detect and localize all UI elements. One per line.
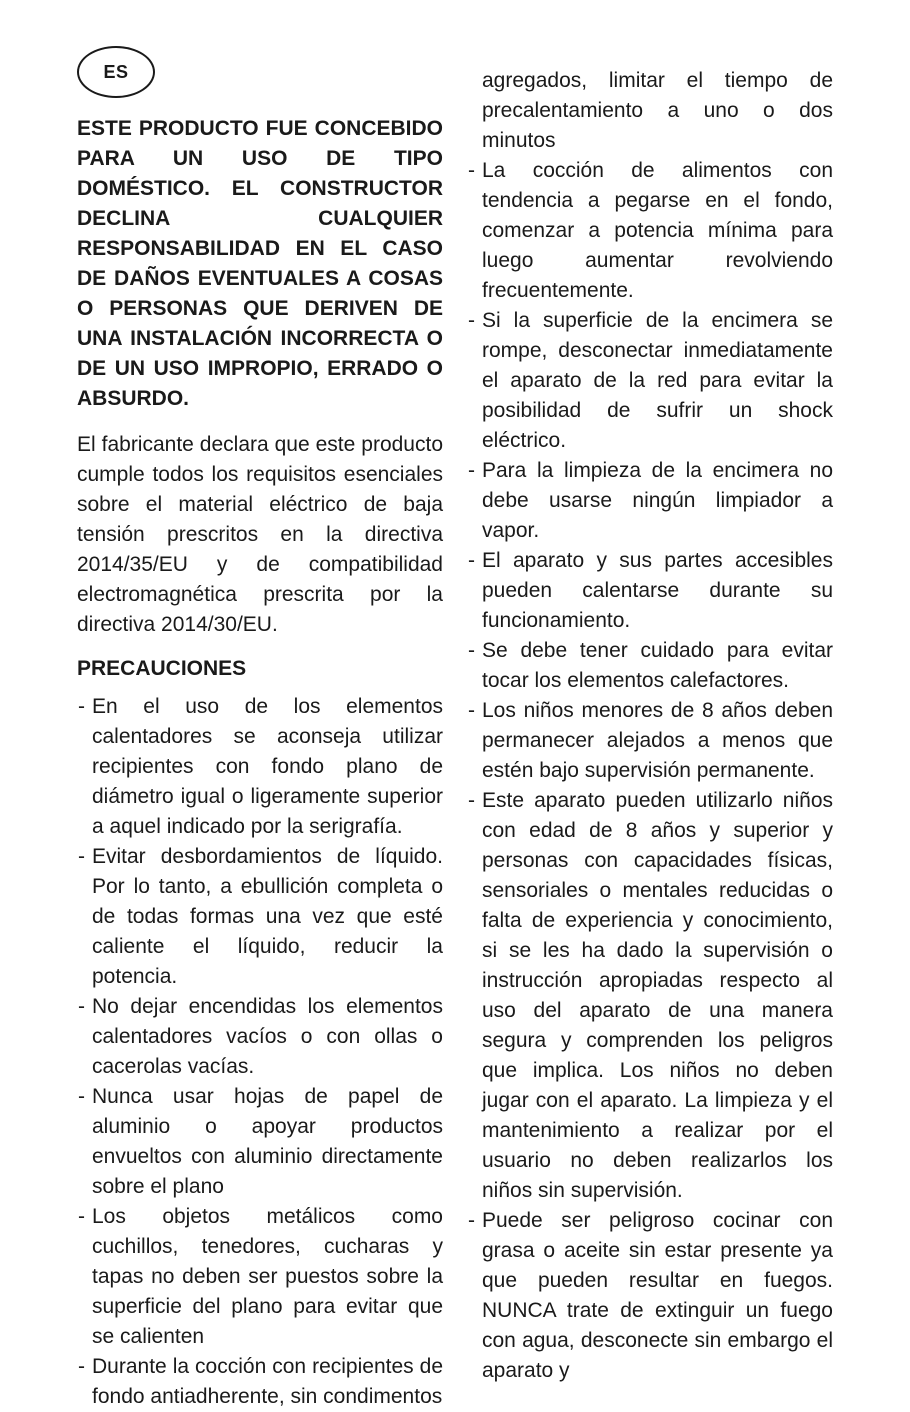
precaution-item: - Los niños menores de 8 años deben permanecer alejados a menos que estén bajo supervisión permanente. [467,696,833,786]
precaution-item: - Para la limpieza de la encimera no debe usarse ningún limpiador a vapor. [467,456,833,546]
precaution-item: - Si la superficie de la encimera se rompe, desconectar inmediatamente el aparato de la red para evitar la posibilidad de sufrir un shock eléctrico. [467,306,833,456]
language-badge: ES [77,46,155,98]
precaution-item: - La cocción de alimentos con tendencia a pegarse en el fondo, comenzar a potencia mínima para luego aumentar revolviendo frecuentemente. [467,156,833,306]
conformity-declaration: El fabricante declara que este producto cumple todos los requisitos esenciales sobre el material eléctrico de baja tensión prescritos en la directiva 2014/35/EU y de compatibilidad electromagnética prescrita por la directiva 2014/30/EU. [77,433,443,636]
safety-warning: ESTE PRODUCTO FUE CONCEBIDO PARA UN USO DE TIPO DOMÉSTICO. EL CONSTRUCTOR DECLINA CUALQUIER RESPONSABILIDAD EN EL CASO DE DAÑOS EVENTUALES A COSAS O PERSONAS QUE DERIVEN DE UNA INSTALACIÓN INCORRECTA O DE UN USO IMPROPIO, ERRADO O ABSURDO. [77,117,443,410]
precaution-item: - Se debe tener cuidado para evitar tocar los elementos calefactores. [467,636,833,696]
precaution-item: - Durante la cocción con recipientes de fondo antiadherente, sin condimentos [77,1352,443,1412]
precaution-item: - Evitar desbordamientos de líquido. Por lo tanto, a ebullición completa o de todas formas una vez que esté caliente el líquido, reducir la potencia. [77,842,443,992]
precautions-list-right [467,156,833,1386]
precaution-item: - Nunca usar hojas de papel de aluminio o apoyar productos envueltos con aluminio directamente sobre el plano [77,1082,443,1202]
left-column [77,114,443,1412]
precaution-item: - Los objetos metálicos como cuchillos, tenedores, cucharas y tapas no deben ser puestos sobre la superficie del plano para evitar que se calienten [77,1202,443,1352]
precaution-item: - En el uso de los elementos calentadores se aconseja utilizar recipientes con fondo plano de diámetro igual o ligeramente superior a aquel indicado por la serigrafía. [77,692,443,842]
precaution-continuation: agregados, limitar el tiempo de precalentamiento a uno o dos minutos [482,69,833,152]
precautions-heading: PRECAUCIONES [77,657,247,680]
precaution-item: - Este aparato pueden utilizarlo niños con edad de 8 años y superior y personas con capacidades físicas, sensoriales o mentales reducidas o falta de experiencia y conocimiento, si se les ha dado la supervisión o instrucción apropiadas respecto al uso del aparato de una manera segura y comprenden los peligros que implica. Los niños no deben jugar con el aparato. La limpieza y el mantenimiento a realizar por el usuario no deben realizarlos los niños sin supervisión. [467,786,833,1206]
precaution-item: - El aparato y sus partes accesibles pueden calentarse durante su funcionamiento. [467,546,833,636]
precaution-item: - Puede ser peligroso cocinar con grasa o aceite sin estar presente ya que pueden resultar en fuegos. NUNCA trate de extinguir un fuego con agua, desconecte sin embargo el aparato y [467,1206,833,1386]
precaution-item: - No dejar encendidas los elementos calentadores vacíos o con ollas o cacerolas vacías. [77,992,443,1082]
right-column [467,66,833,1386]
precautions-list-left [77,692,443,1412]
